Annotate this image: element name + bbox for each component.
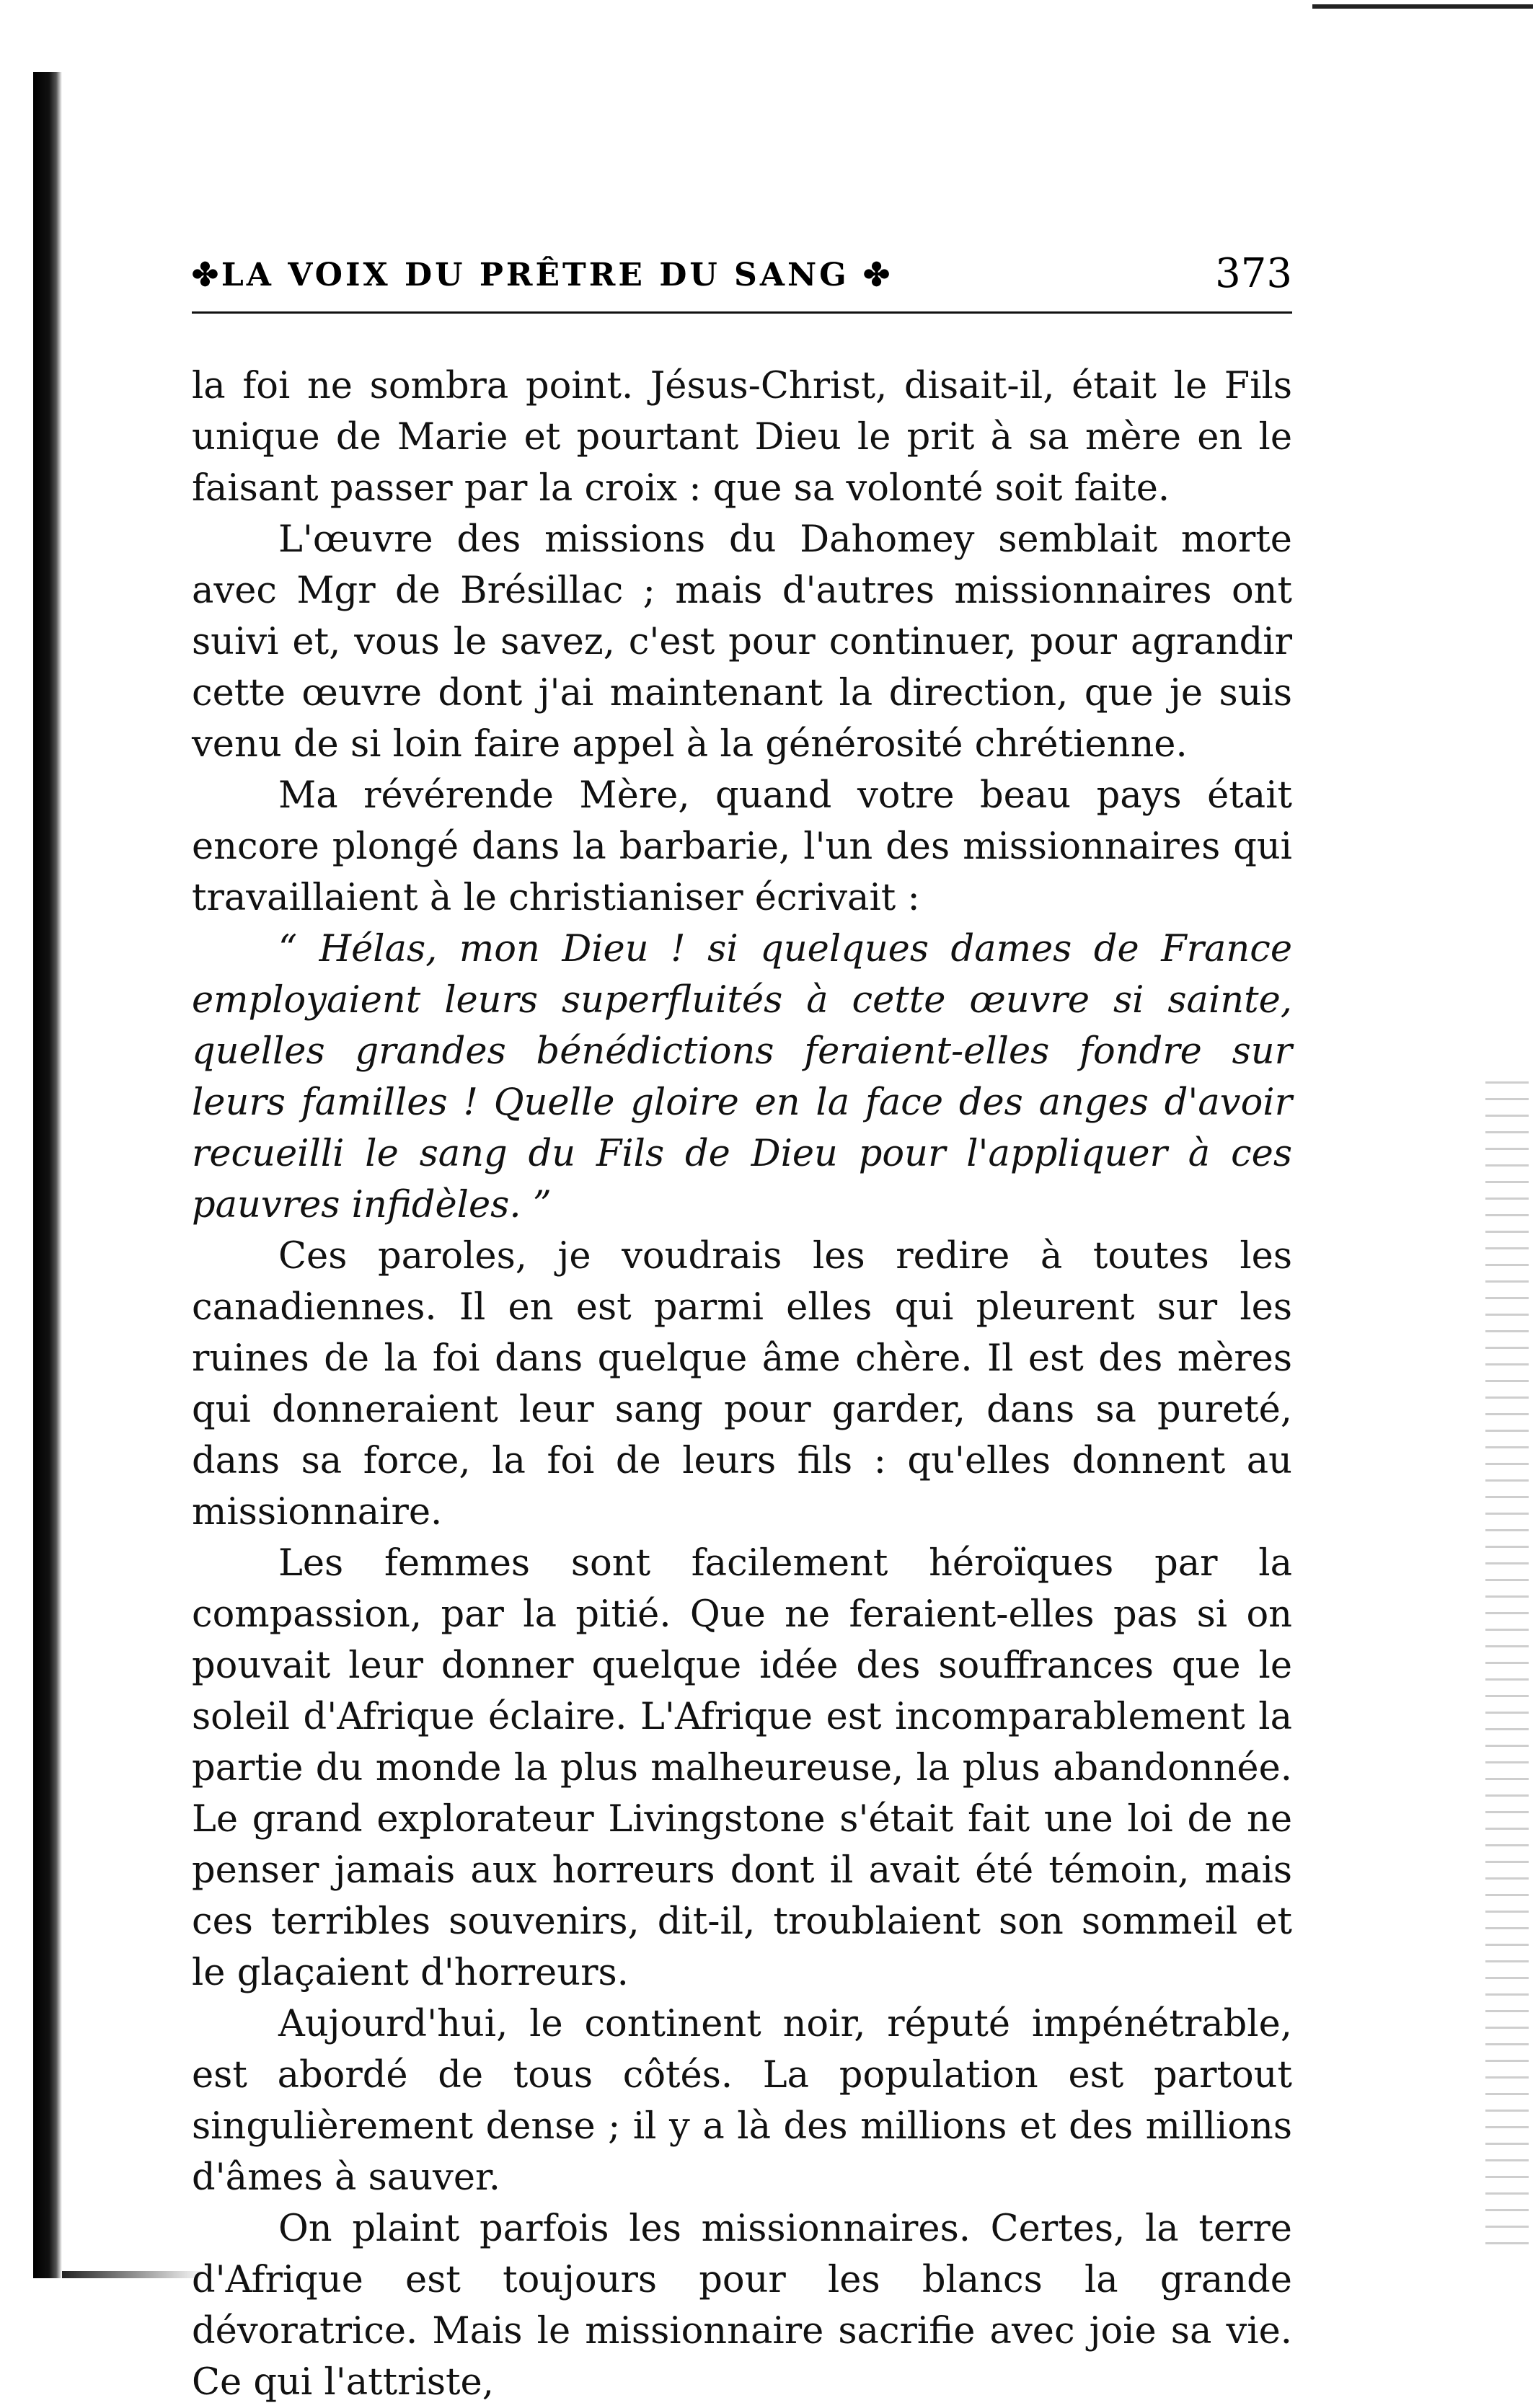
page-header — [192, 249, 1292, 300]
page-number: 373 — [1215, 250, 1292, 297]
paragraph: la foi ne sombra point. Jésus-Christ, disait-il, était le Fils unique de Marie et pourtant Dieu le prit à sa mère en le faisant passer par la croix : que sa volonté soit faite. — [192, 365, 1292, 510]
paragraph: On plaint parfois les missionnaires. Certes, la terre d'Afrique est toujours pour les blancs la grande dévoratrice. Mais le missionnaire sacrifie avec joie sa vie. Ce qui l'attriste, — [192, 2208, 1292, 2404]
paragraph: L'œuvre des missions du Dahomey semblait morte avec Mgr de Brésillac ; mais d'autres missionnaires ont suivi et, vous le savez, c'est pour continuer, pour agrandir cette œuvre dont j'ai maintenant la direction, que je suis venu de si loin faire appel à la générosité chrétienne. — [192, 518, 1292, 766]
binding-shadow — [33, 72, 62, 2278]
page-body — [192, 360, 1292, 2408]
binding-shadow-tail — [62, 2271, 206, 2278]
paragraph: Aujourd'hui, le continent noir, réputé impénétrable, est abordé de tous côtés. La population est partout singulièrement dense ; il y a là des millions et des millions d'âmes à sauver. — [192, 2003, 1292, 2199]
scan-edge-mark — [1312, 4, 1533, 9]
paragraph: Ces paroles, je voudrais les redire à toutes les canadiennes. Il en est parmi elles qui pleurent sur les ruines de la foi dans quelque âme chère. Il est des mères qui donneraient leur sang pour garder, dans sa pureté, dans sa force, la foi de leurs fils : qu'elles donnent au missionnaire. — [192, 1235, 1292, 1533]
quotation: “ Hélas, mon Dieu ! si quelques dames de France employaient leurs superfluités à cette œuvre si sainte, quelles grandes bénédictions feraient-elles fondre sur leurs familles ! Quelle gloire en la face des anges d'avoir recueilli le sang du Fils de Dieu pour l'appliquer à ces pauvres infidèles. ” — [192, 928, 1292, 1226]
running-head: ✤LA VOIX DU PRÊTRE DU SANG ✤ — [192, 257, 893, 293]
scan-edge-specks — [1485, 1081, 1529, 2249]
paragraph: Ma révérende Mère, quand votre beau pays était encore plongé dans la barbarie, l'un des missionnaires qui travaillaient à le christianiser écrivait : — [192, 774, 1292, 919]
header-rule — [192, 311, 1292, 314]
paragraph: Les femmes sont facilement héroïques par la compassion, par la pitié. Que ne feraient-elles pas si on pouvait leur donner quelque idée des souffrances que le soleil d'Afrique éclaire. L'Afrique est incomparablement la partie du monde la plus malheureuse, la plus abandonnée. Le grand explorateur Livingstone s'était fait une loi de ne penser jamais aux horreurs dont il avait été témoin, mais ces terribles souvenirs, dit-il, troublaient son sommeil et le glaçaient d'horreurs. — [192, 1542, 1292, 1994]
